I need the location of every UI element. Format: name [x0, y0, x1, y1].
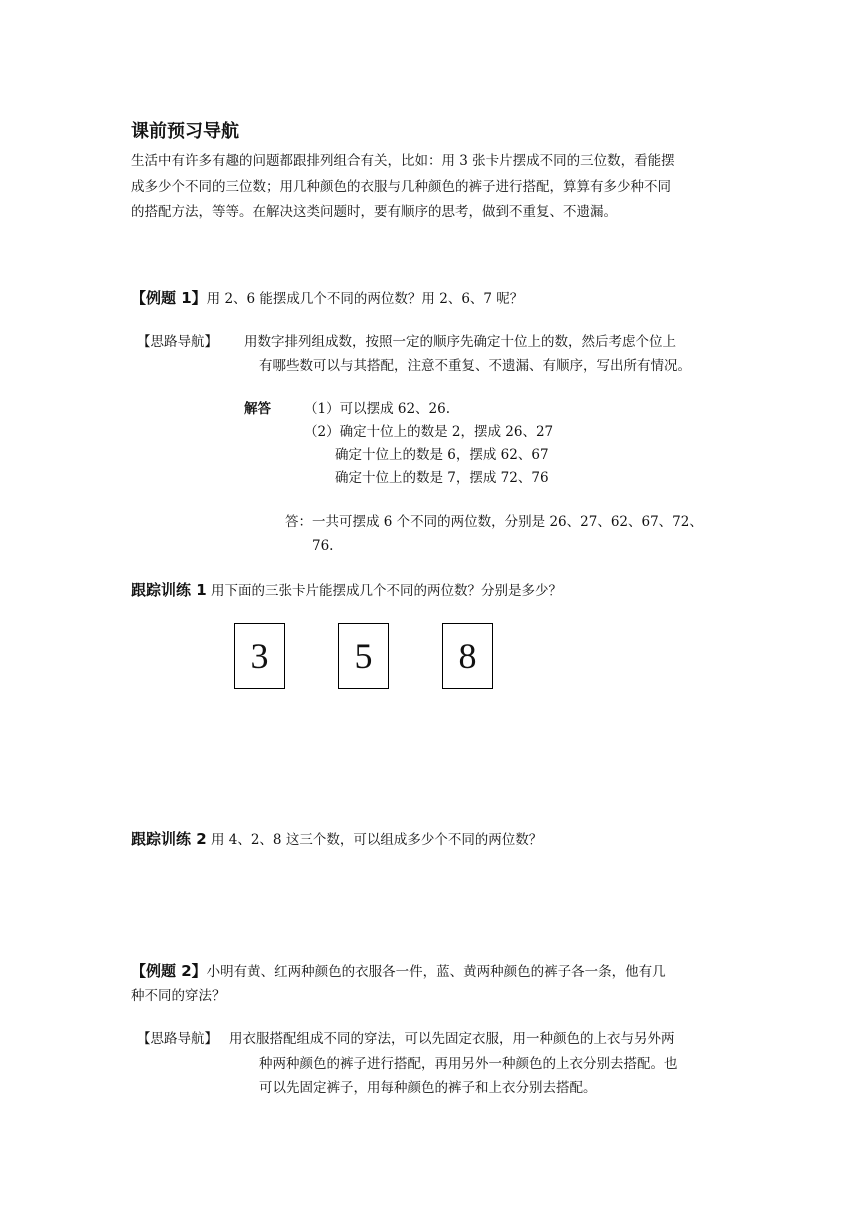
number-card-8: 8	[442, 623, 493, 689]
section-title: 课前预习导航	[131, 121, 239, 142]
example-1-question: 用 2、6 能摆成几个不同的两位数？用 2、6、7 呢？	[206, 291, 524, 307]
example-1-answer-line-4: 确定十位上的数是 7，摆成 72、76	[335, 470, 549, 486]
number-card-3: 3	[234, 623, 285, 689]
example-2-label: 【例题 2】	[131, 962, 207, 980]
example-1-answer-line-3: 确定十位上的数是 6，摆成 62、67	[335, 447, 549, 463]
example-1-question-line	[131, 285, 523, 312]
example-2-question-1: 小明有黄、红两种颜色的衣服各一件，蓝、黄两种颜色的裤子各一条，他有几	[206, 964, 666, 980]
practice-1-label: 跟踪训练 1	[131, 581, 207, 599]
example-1-answer-line-2: （2）确定十位上的数是 2，摆成 26、27	[304, 424, 554, 440]
preview-line-3: 的搭配方法，等等。在解决这类问题时，要有顺序的思考，做到不重复、不遗漏。	[131, 204, 617, 220]
example-2-guide-line-2: 种两种颜色的裤子进行搭配，再用另外一种颜色的上衣分别去搭配。也	[259, 1056, 678, 1072]
example-1-label: 【例题 1】	[131, 289, 207, 307]
example-2-question-line-2: 种不同的穿法？	[131, 988, 226, 1004]
example-1-guide-line-2: 有哪些数可以与其搭配，注意不重复、不遗漏、有顺序，写出所有情况。	[259, 358, 691, 374]
example-1-guide-line-1: 用数字排列组成数，按照一定的顺序先确定十位上的数，然后考虑个位上	[244, 334, 676, 350]
example-1-guide-label: 【思路导航】	[137, 334, 218, 350]
example-2-guide-label: 【思路导航】	[137, 1031, 218, 1047]
preview-line-2: 成多少个不同的三位数；用几种颜色的衣服与几种颜色的裤子进行搭配，算算有多少种不同	[131, 179, 671, 195]
example-1-answer-label: 解答	[244, 401, 271, 417]
example-2-guide-line-3: 可以先固定裤子，用每种颜色的裤子和上衣分别去搭配。	[259, 1080, 597, 1096]
preview-line-1: 生活中有许多有趣的问题都跟排列组合有关，比如：用 3 张卡片摆成不同的三位数，看能摆	[131, 153, 675, 169]
number-card-5: 5	[338, 623, 389, 689]
practice-1-line	[131, 577, 562, 604]
example-1-answer-line-1: （1）可以摆成 62、26.	[304, 401, 451, 417]
practice-1-question: 用下面的三张卡片能摆成几个不同的两位数？分别是多少？	[206, 583, 562, 599]
example-1-conclusion-line-2: 76.	[312, 538, 334, 554]
example-1-conclusion-line-1: 答：一共可摆成 6 个不同的两位数，分别是 26、27、62、67、72、	[285, 514, 703, 530]
practice-2-question: 用 4、2、8 这三个数，可以组成多少个不同的两位数？	[206, 832, 543, 848]
example-2-question-line-1	[131, 958, 666, 985]
example-2-guide-line-1: 用衣服搭配组成不同的穿法，可以先固定衣服，用一种颜色的上衣与另外两	[229, 1031, 675, 1047]
practice-2-label: 跟踪训练 2	[131, 830, 207, 848]
practice-2-line	[131, 826, 542, 853]
